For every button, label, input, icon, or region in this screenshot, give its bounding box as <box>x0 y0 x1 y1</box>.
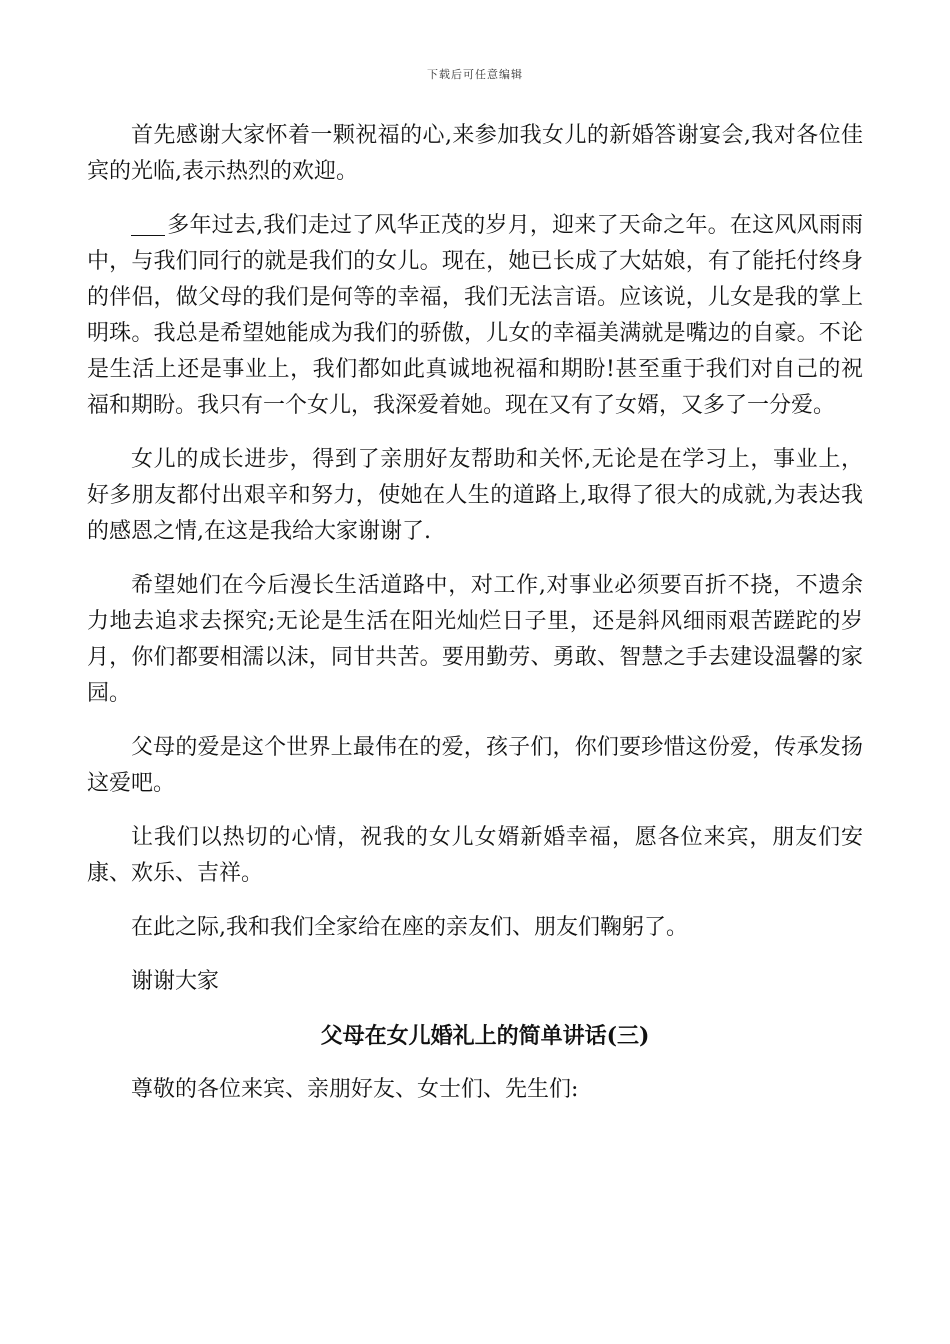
paragraph-years-passed <box>87 208 863 424</box>
fill-in-blank <box>131 213 165 236</box>
paragraph-years-passed-text: 多年过去,我们走过了风华正茂的岁月，迎来了天命之年。在这风风雨雨中，与我们同行的就是我们的女儿。现在，她已长成了大姑娘，有了能托付终身的伴侣，做父母的我们是何等的幸福，我们无法言语。应该说，儿女是我的掌上明珠。我总是希望她能成为我们的骄傲，儿女的幸福美满就是嘴边的自豪。不论是生活上还是事业上，我们都如此真诚地祝福和期盼!甚至重于我们对自己的祝福和期盼。我只有一个女儿，我深爱着她。现在又有了女婿，又多了一分爱。 <box>87 213 863 418</box>
paragraph-hopes: 希望她们在今后漫长生活道路中，对工作,对事业必须要百折不挠，不遗余力地去追求去探究;无论是生活在阳光灿烂日子里，还是斜风细雨艰苦蹉跎的岁月，你们都要相濡以沫，同甘共苦。要用勤劳、勇敢、智慧之手去建设温馨的家园。 <box>87 573 863 706</box>
document-body <box>87 118 863 1126</box>
page-header: 下载后可任意编辑 <box>427 68 523 81</box>
paragraph-welcome: 首先感谢大家怀着一颗祝福的心,来参加我女儿的新婚答谢宴会,我对各位佳宾的光临,表示热烈的欢迎。 <box>87 123 863 184</box>
paragraph-blessing: 让我们以热切的心情，祝我的女儿女婿新婚幸福，愿各位来宾，朋友们安康、欢乐、吉祥。 <box>87 825 863 886</box>
paragraph-greeting: 尊敬的各位来宾、亲朋好友、女士们、先生们: <box>131 1077 579 1102</box>
paragraph-gratitude: 女儿的成长进步，得到了亲朋好友帮助和关怀,无论是在学习上，事业上，好多朋友都付出艰辛和努力，使她在人生的道路上,取得了很大的成就,为表达我的感恩之情,在这是我给大家谢谢了. <box>87 447 863 544</box>
paragraph-parents-love: 父母的爱是这个世界上最伟在的爱，孩子们，你们要珍惜这份爱，传承发扬这爱吧。 <box>87 735 863 796</box>
paragraph-thanks: 谢谢大家 <box>131 969 220 994</box>
paragraph-bow: 在此之际,我和我们全家给在座的亲友们、朋友们鞠躬了。 <box>131 915 688 940</box>
section-title: 父母在女儿婚礼上的简单讲话(三) <box>320 1023 650 1049</box>
